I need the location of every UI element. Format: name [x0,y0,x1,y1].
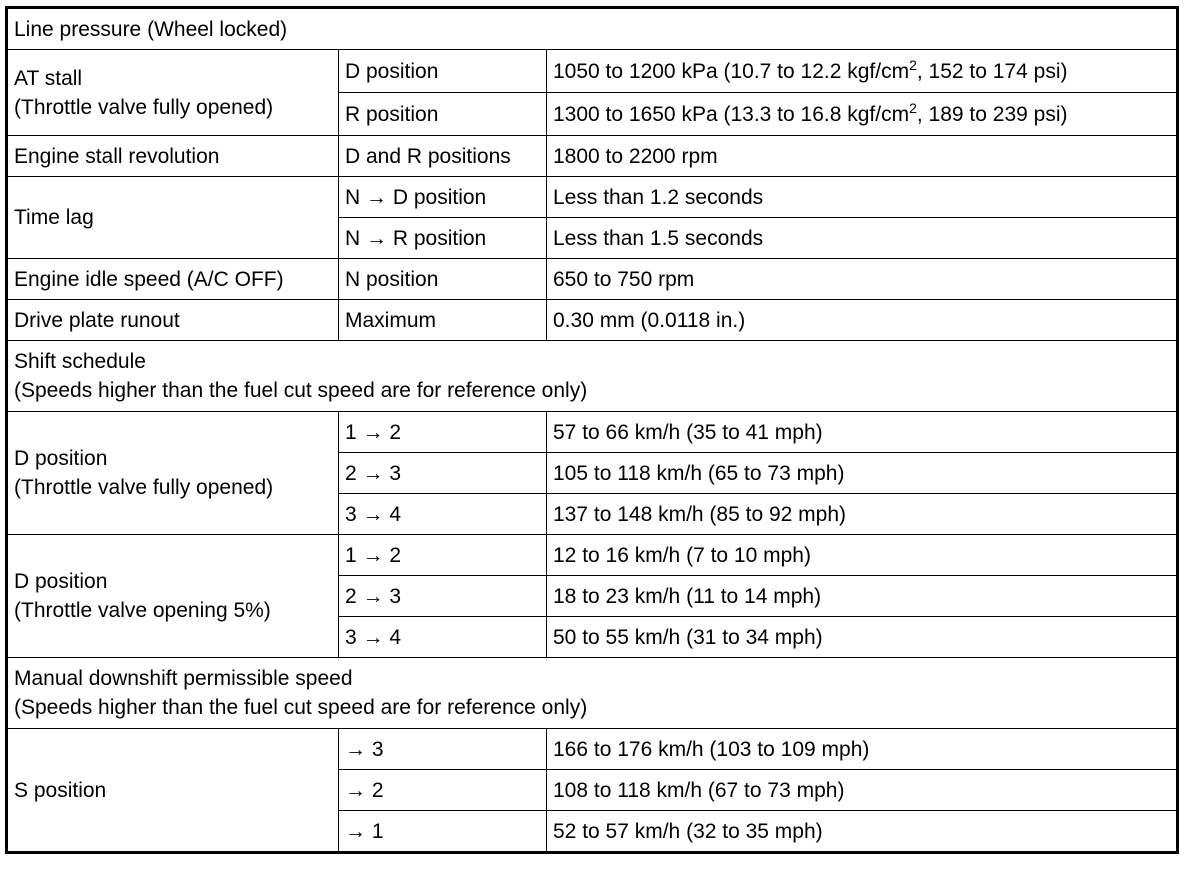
shift-label: → 1 [339,811,547,853]
shift-speed: 108 to 118 km/h (67 to 73 mph) [547,770,1178,811]
table-row [7,341,1178,412]
time-lag-nr-value: Less than 1.5 seconds [547,218,1178,259]
shift-schedule-heading: Shift schedule (Speeds higher than the fuel cut speed are for reference only) [7,341,1178,412]
engine-stall-position: D and R positions [339,136,547,177]
shift-speed: 166 to 176 km/h (103 to 109 mph) [547,729,1178,770]
d-5pct-throttle-label: D position (Throttle valve opening 5%) [7,535,339,658]
time-lag-label: Time lag [7,177,339,259]
table-row [7,8,1178,50]
shift-label: 3 → 4 [339,617,547,658]
d-full-throttle-label: D position (Throttle valve fully opened) [7,412,339,535]
table-row [7,136,1178,177]
idle-speed-label: Engine idle speed (A/C OFF) [7,259,339,300]
table-row [7,50,1178,93]
table-row [7,300,1178,341]
runout-value: 0.30 mm (0.0118 in.) [547,300,1178,341]
spec-table-container [5,6,1179,854]
at-stall-label: AT stall (Throttle valve fully opened) [7,50,339,136]
table-row [7,535,1178,576]
shift-label: → 2 [339,770,547,811]
r-position-label: R position [339,93,547,136]
table-row [7,658,1178,729]
engine-stall-label: Engine stall revolution [7,136,339,177]
d-position-pressure: 1050 to 1200 kPa (10.7 to 12.2 kgf/$cm^2$, 152 to 174 psi) [547,50,1178,93]
d-position-label: D position [339,50,547,93]
line-pressure-heading: Line pressure (Wheel locked) [7,8,1178,50]
shift-label: → 3 [339,729,547,770]
shift-speed: 57 to 66 km/h (35 to 41 mph) [547,412,1178,453]
shift-speed: 52 to 57 km/h (32 to 35 mph) [547,811,1178,853]
shift-speed: 105 to 118 km/h (65 to 73 mph) [547,453,1178,494]
s-position-label: S position [7,729,339,853]
shift-speed: 18 to 23 km/h (11 to 14 mph) [547,576,1178,617]
engine-stall-value: 1800 to 2200 rpm [547,136,1178,177]
shift-speed: 12 to 16 km/h (7 to 10 mph) [547,535,1178,576]
time-lag-nd-value: Less than 1.2 seconds [547,177,1178,218]
shift-label: 3 → 4 [339,494,547,535]
shift-speed: 137 to 148 km/h (85 to 92 mph) [547,494,1178,535]
shift-label: 2 → 3 [339,576,547,617]
idle-speed-position: N position [339,259,547,300]
table-row [7,412,1178,453]
time-lag-nr-position: N → R position [339,218,547,259]
table-row [7,729,1178,770]
shift-speed: 50 to 55 km/h (31 to 34 mph) [547,617,1178,658]
table-row [7,177,1178,218]
runout-label: Drive plate runout [7,300,339,341]
shift-label: 1 → 2 [339,412,547,453]
spec-table [5,6,1179,854]
time-lag-nd-position: N → D position [339,177,547,218]
idle-speed-value: 650 to 750 rpm [547,259,1178,300]
r-position-pressure: 1300 to 1650 kPa (13.3 to 16.8 kgf/$cm^2$, 189 to 239 psi) [547,93,1178,136]
runout-position: Maximum [339,300,547,341]
manual-downshift-heading: Manual downshift permissible speed (Speeds higher than the fuel cut speed are for reference only) [7,658,1178,729]
shift-label: 2 → 3 [339,453,547,494]
shift-label: 1 → 2 [339,535,547,576]
table-row [7,259,1178,300]
